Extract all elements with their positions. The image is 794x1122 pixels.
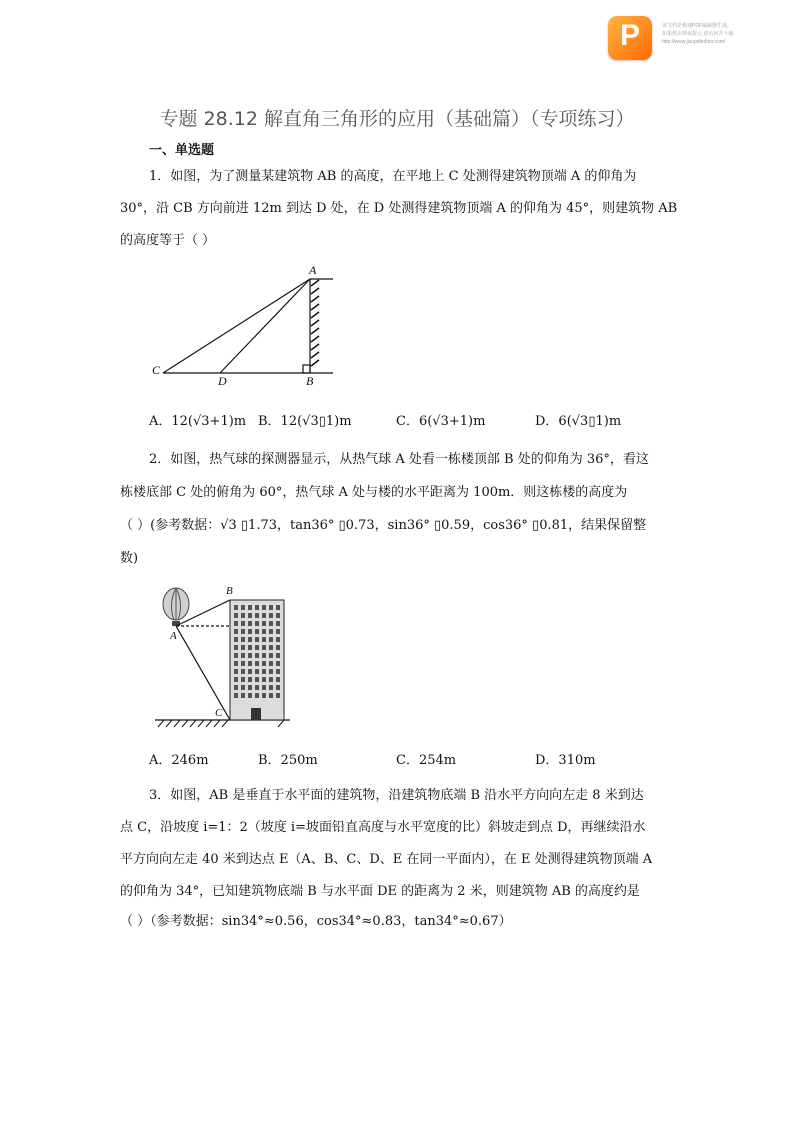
q2-line-1: 2．如图，热气球的探测器显示，从热气球 A 处看一栋楼顶部 B 处的仰角为 36°，看这	[149, 452, 649, 467]
window	[262, 661, 266, 666]
window	[248, 661, 252, 666]
q1-label-b: B	[306, 374, 314, 387]
window	[255, 637, 259, 642]
window	[248, 645, 252, 650]
q1-label-d: D	[218, 374, 227, 387]
logo-letter: P	[619, 19, 640, 52]
q1-option-b[interactable]: B．12(√3▯1)m	[258, 414, 352, 429]
q3-line-5: （ ）（参考数据：sin34°≈0.56，cos34°≈0.83，tan34°≈0.67）	[120, 914, 512, 929]
pdf-editor-logo	[608, 16, 652, 60]
window	[248, 685, 252, 690]
q1-building-hatch	[311, 280, 319, 366]
window	[255, 669, 259, 674]
window	[262, 605, 266, 610]
q1-option-a[interactable]: A．12(√3+1)m	[149, 414, 247, 429]
q1-figure	[148, 262, 348, 387]
window	[241, 693, 245, 698]
window	[262, 637, 266, 642]
q2-line-3: （ ）(参考数据：√3 ▯1.73，tan36° ▯0.73，sin36° ▯0.59，cos36° ▯0.81，结果保留整	[120, 518, 647, 533]
window	[248, 613, 252, 618]
window	[262, 629, 266, 634]
window	[255, 685, 259, 690]
watermark-line-1: 该文档是极速PDF编辑器生成,	[662, 23, 729, 29]
window	[248, 677, 252, 682]
q3-line-3: 平方向向左走 40 米到达点 E（A、B、C、D、E 在同一平面内），在 E 处测得建筑物顶端 A	[120, 852, 653, 867]
window	[269, 621, 273, 626]
window	[262, 669, 266, 674]
window	[234, 677, 238, 682]
q2-option-a[interactable]: A．246m	[149, 753, 209, 768]
window	[276, 677, 280, 682]
window	[248, 693, 252, 698]
window	[255, 677, 259, 682]
window	[248, 637, 252, 642]
window	[262, 645, 266, 650]
q2-label-b: B	[226, 585, 233, 597]
window	[269, 661, 273, 666]
q2-line-ac	[176, 626, 230, 720]
window	[262, 685, 266, 690]
window	[276, 605, 280, 610]
window	[269, 637, 273, 642]
q1-line-1: 1．如图，为了测量某建筑物 AB 的高度，在平地上 C 处测得建筑物顶端 A 的仰角为	[149, 169, 637, 184]
window	[241, 669, 245, 674]
window	[262, 621, 266, 626]
q1-right-angle-mark	[303, 365, 310, 373]
q1-label-c: C	[152, 363, 161, 377]
q1-line-ca	[163, 279, 310, 373]
window	[276, 669, 280, 674]
window	[234, 653, 238, 658]
window	[248, 629, 252, 634]
window	[269, 669, 273, 674]
window	[276, 637, 280, 642]
q1-option-d[interactable]: D．6(√3▯1)m	[535, 414, 622, 429]
q2-ground-hatch	[158, 720, 284, 727]
q3-line-1: 3．如图，AB 是垂直于水平面的建筑物，沿建筑物底端 B 沿水平方向向左走 8 米到达	[149, 788, 644, 803]
window	[234, 669, 238, 674]
window	[276, 621, 280, 626]
window	[241, 605, 245, 610]
q1-option-c[interactable]: C．6(√3+1)m	[396, 414, 486, 429]
window	[276, 653, 280, 658]
window	[262, 613, 266, 618]
q2-option-c[interactable]: C．254m	[396, 753, 457, 768]
q1-label-a: A	[309, 263, 317, 277]
window	[276, 629, 280, 634]
q1-line-da	[220, 279, 310, 373]
window	[276, 693, 280, 698]
window	[241, 661, 245, 666]
window	[255, 613, 259, 618]
window	[241, 629, 245, 634]
window	[241, 653, 245, 658]
window	[255, 653, 259, 658]
window	[269, 605, 273, 610]
q2-option-d[interactable]: D．310m	[535, 753, 596, 768]
window	[269, 693, 273, 698]
window	[234, 613, 238, 618]
window	[248, 653, 252, 658]
q1-line-3: 的高度等于（ ）	[120, 233, 216, 248]
window	[234, 693, 238, 698]
window	[262, 653, 266, 658]
window	[269, 629, 273, 634]
window	[234, 685, 238, 690]
q3-line-4: 的仰角为 34°，已知建筑物底端 B 与水平面 DE 的距离为 2 米，则建筑物 AB 的高度约是	[120, 884, 640, 899]
window	[276, 685, 280, 690]
window	[255, 645, 259, 650]
window	[234, 621, 238, 626]
window	[255, 661, 259, 666]
watermark-line-2: 如果想去掉该提示,请访问并下载:	[662, 31, 735, 37]
q3-line-2: 点 C，沿坡度 i=1：2（坡度 i=坡面铅直高度与水平宽度的比）斜坡走到点 D，再继续沿水	[120, 820, 646, 835]
q2-line-2: 栋楼底部 C 处的俯角为 60°，热气球 A 处与楼的水平距离为 100m．则这栋楼的高度为	[120, 485, 628, 500]
watermark-line-3: http://www.jisupdfeditor.com/	[662, 39, 726, 45]
window	[234, 637, 238, 642]
window	[241, 637, 245, 642]
window	[248, 605, 252, 610]
window	[241, 685, 245, 690]
window	[248, 621, 252, 626]
window	[262, 677, 266, 682]
window	[276, 661, 280, 666]
window	[241, 613, 245, 618]
section-heading: 一、单选题	[149, 143, 215, 158]
window	[241, 645, 245, 650]
window	[241, 677, 245, 682]
window	[255, 605, 259, 610]
window	[234, 661, 238, 666]
window	[276, 645, 280, 650]
window	[276, 613, 280, 618]
q2-label-a: A	[170, 630, 177, 642]
window	[269, 645, 273, 650]
window	[234, 605, 238, 610]
window	[255, 629, 259, 634]
q1-line-2: 30°，沿 CB 方向前进 12m 到达 D 处，在 D 处测得建筑物顶端 A 的仰角为 45°，则建筑物 AB	[120, 201, 678, 216]
q2-option-b[interactable]: B．250m	[258, 753, 318, 768]
q2-line-4: 数)	[120, 551, 139, 566]
q2-figure	[150, 580, 300, 728]
window	[234, 645, 238, 650]
window	[234, 629, 238, 634]
window	[269, 613, 273, 618]
window	[241, 621, 245, 626]
page-title: 专题 28.12 解直角三角形的应用（基础篇）（专项练习）	[159, 108, 635, 130]
q2-building-door	[251, 708, 261, 720]
window	[255, 693, 259, 698]
q2-label-c: C	[215, 707, 223, 719]
window	[262, 693, 266, 698]
window	[269, 685, 273, 690]
window	[248, 669, 252, 674]
window	[269, 653, 273, 658]
window	[269, 677, 273, 682]
window	[255, 621, 259, 626]
